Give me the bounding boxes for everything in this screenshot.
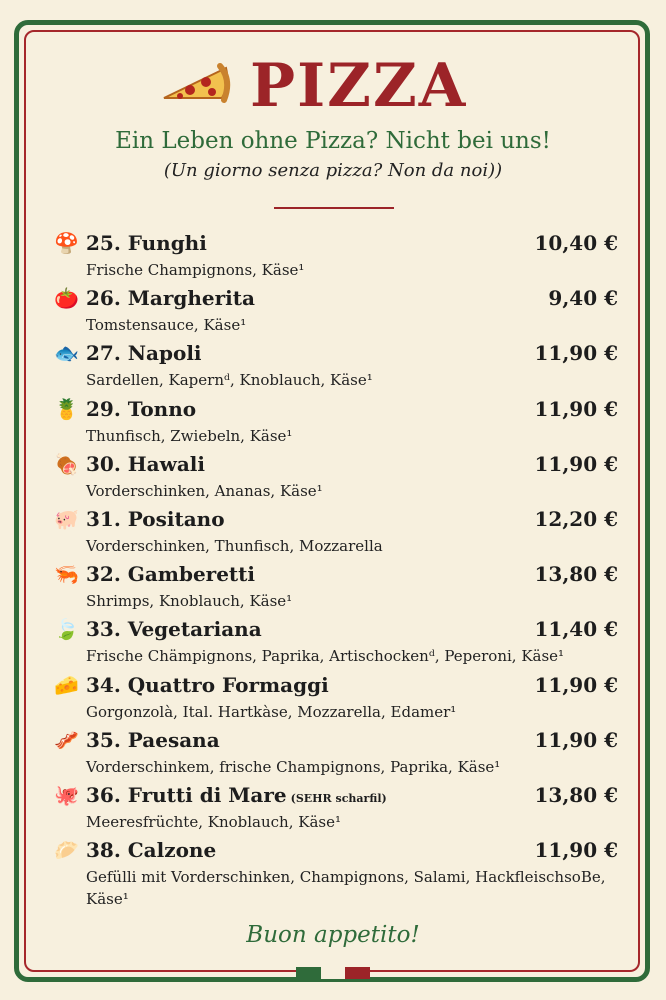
shrimp-icon: 🦐	[54, 562, 79, 587]
menu-item-name	[86, 395, 196, 423]
menu-item-name	[86, 836, 216, 864]
menu-item-title: 30. Hawali	[86, 451, 205, 476]
menu-item-title: 27. Napoli	[86, 341, 202, 366]
leaf-icon: 🍃	[54, 617, 79, 642]
menu-item-title: 31. Positano	[86, 506, 225, 531]
calzone-icon: 🥟	[54, 838, 79, 863]
menu-item-title: 25. Funghi	[86, 231, 207, 255]
menu-item-description: Gefülli mit Vorderschinken, Champignons, Salami, HackfleischsoBe, Käse¹	[86, 868, 606, 909]
menu-item-price: 9,40 €	[548, 286, 618, 311]
page-title: PIZZA	[250, 51, 468, 121]
pineapple-icon: 🍍	[54, 396, 79, 421]
menu-item-description: Vorderschinkem, frische Champignons, Paprika, Käse¹	[86, 757, 501, 776]
menu-item-price: 11,40 €	[534, 617, 618, 642]
menu-item-description: Sardellen, Kapernᵈ, Knoblauch, Käse¹	[86, 371, 373, 390]
menu-item	[54, 450, 620, 505]
menu-item-title: 35. Paesana	[86, 727, 220, 752]
menu-item	[54, 229, 620, 284]
menu-item-name	[86, 450, 205, 478]
tomato-icon: 🍅	[54, 286, 79, 311]
menu-item	[54, 505, 620, 560]
menu-item-price: 12,20 €	[534, 506, 618, 531]
menu-item-name	[86, 229, 207, 257]
menu-item-name	[86, 339, 202, 367]
menu-item-title: 33. Vegetariana	[86, 617, 262, 642]
menu-item-price: 10,40 €	[534, 231, 618, 255]
menu-item-title: 29. Tonno	[86, 396, 197, 421]
flag-stripe	[296, 967, 321, 979]
fish-icon: 🐟	[54, 341, 79, 366]
menu-item-price: 13,80 €	[534, 562, 618, 587]
menu-item-description: Tomstensauce, Käse¹	[86, 316, 247, 335]
pizza-slice-icon	[160, 58, 232, 114]
menu-item-name	[86, 726, 220, 754]
menu-item-title: 36. Frutti di Mare	[86, 782, 287, 807]
menu-item-note: (SEHR scharfil)	[290, 791, 387, 805]
menu-item-description: Gorgonzolà, Ital. Hartkàse, Mozzarella, Edamer¹	[86, 702, 457, 721]
menu-item	[54, 615, 620, 670]
menu-item-name	[86, 505, 225, 533]
menu-item	[54, 671, 620, 726]
ham-icon: 🍖	[54, 451, 79, 476]
tagline-italian: (Un giorno senza pizza? Non da noi))	[163, 160, 503, 181]
menu-item-price: 13,80 €	[534, 782, 618, 807]
pizza-menu-list	[54, 229, 620, 910]
menu-item-description: Frische Champignons, Käse¹	[86, 261, 305, 279]
menu-item-title: 38. Calzone	[86, 838, 217, 863]
menu-item-title: 26. Margherita	[86, 286, 255, 311]
menu-item	[54, 726, 620, 781]
tagline: Ein Leben ohne Pizza? Nicht bei uns!	[115, 128, 551, 154]
menu-item-description: Frische Chämpignons, Paprika, Artischockenᵈ, Peperoni, Käse¹	[86, 647, 565, 666]
menu-item-description: Vorderschinken, Thunfisch, Mozzarella	[86, 536, 383, 555]
menu-item-price: 11,90 €	[534, 396, 618, 421]
menu-item-description: Thunfisch, Zwiebeln, Käse¹	[86, 426, 293, 445]
bacon-icon: 🥓	[54, 727, 79, 752]
menu-item-price: 11,90 €	[534, 838, 618, 863]
menu-item-price: 11,90 €	[534, 341, 618, 366]
menu-item	[54, 395, 620, 450]
menu-item-title: 34. Quattro Formaggi	[86, 672, 329, 697]
footer-text: Buon appetito!	[246, 922, 420, 948]
menu-item	[54, 836, 620, 910]
menu-item-price: 11,90 €	[534, 727, 618, 752]
menu-item-description: Meeresfrüchte, Knoblauch, Käse¹	[86, 812, 341, 831]
divider	[274, 207, 394, 209]
menu-item	[54, 781, 620, 836]
menu-item-price: 11,90 €	[534, 672, 618, 697]
italian-flag	[296, 967, 370, 979]
menu-item-name	[86, 615, 262, 643]
menu-header	[0, 48, 666, 128]
menu-item-name	[86, 284, 255, 312]
menu-item	[54, 560, 620, 615]
menu-item-description: Shrimps, Knoblauch, Käse¹	[86, 592, 293, 611]
menu-item-price: 11,90 €	[534, 451, 618, 476]
menu-item	[54, 284, 620, 339]
menu-item-description: Vorderschinken, Ananas, Käse¹	[86, 481, 323, 500]
menu-item-name	[86, 671, 329, 699]
cheese-icon: 🧀	[54, 672, 79, 697]
menu-item-name	[86, 781, 387, 813]
pig-icon: 🐖	[54, 506, 79, 531]
mushroom-icon: 🍄	[54, 231, 79, 255]
menu-item-name	[86, 560, 255, 588]
menu-item-title: 32. Gamberetti	[86, 562, 256, 587]
flag-stripe	[321, 967, 346, 979]
menu-item	[54, 339, 620, 394]
flag-stripe	[345, 967, 370, 979]
octopus-icon: 🐙	[54, 782, 79, 807]
